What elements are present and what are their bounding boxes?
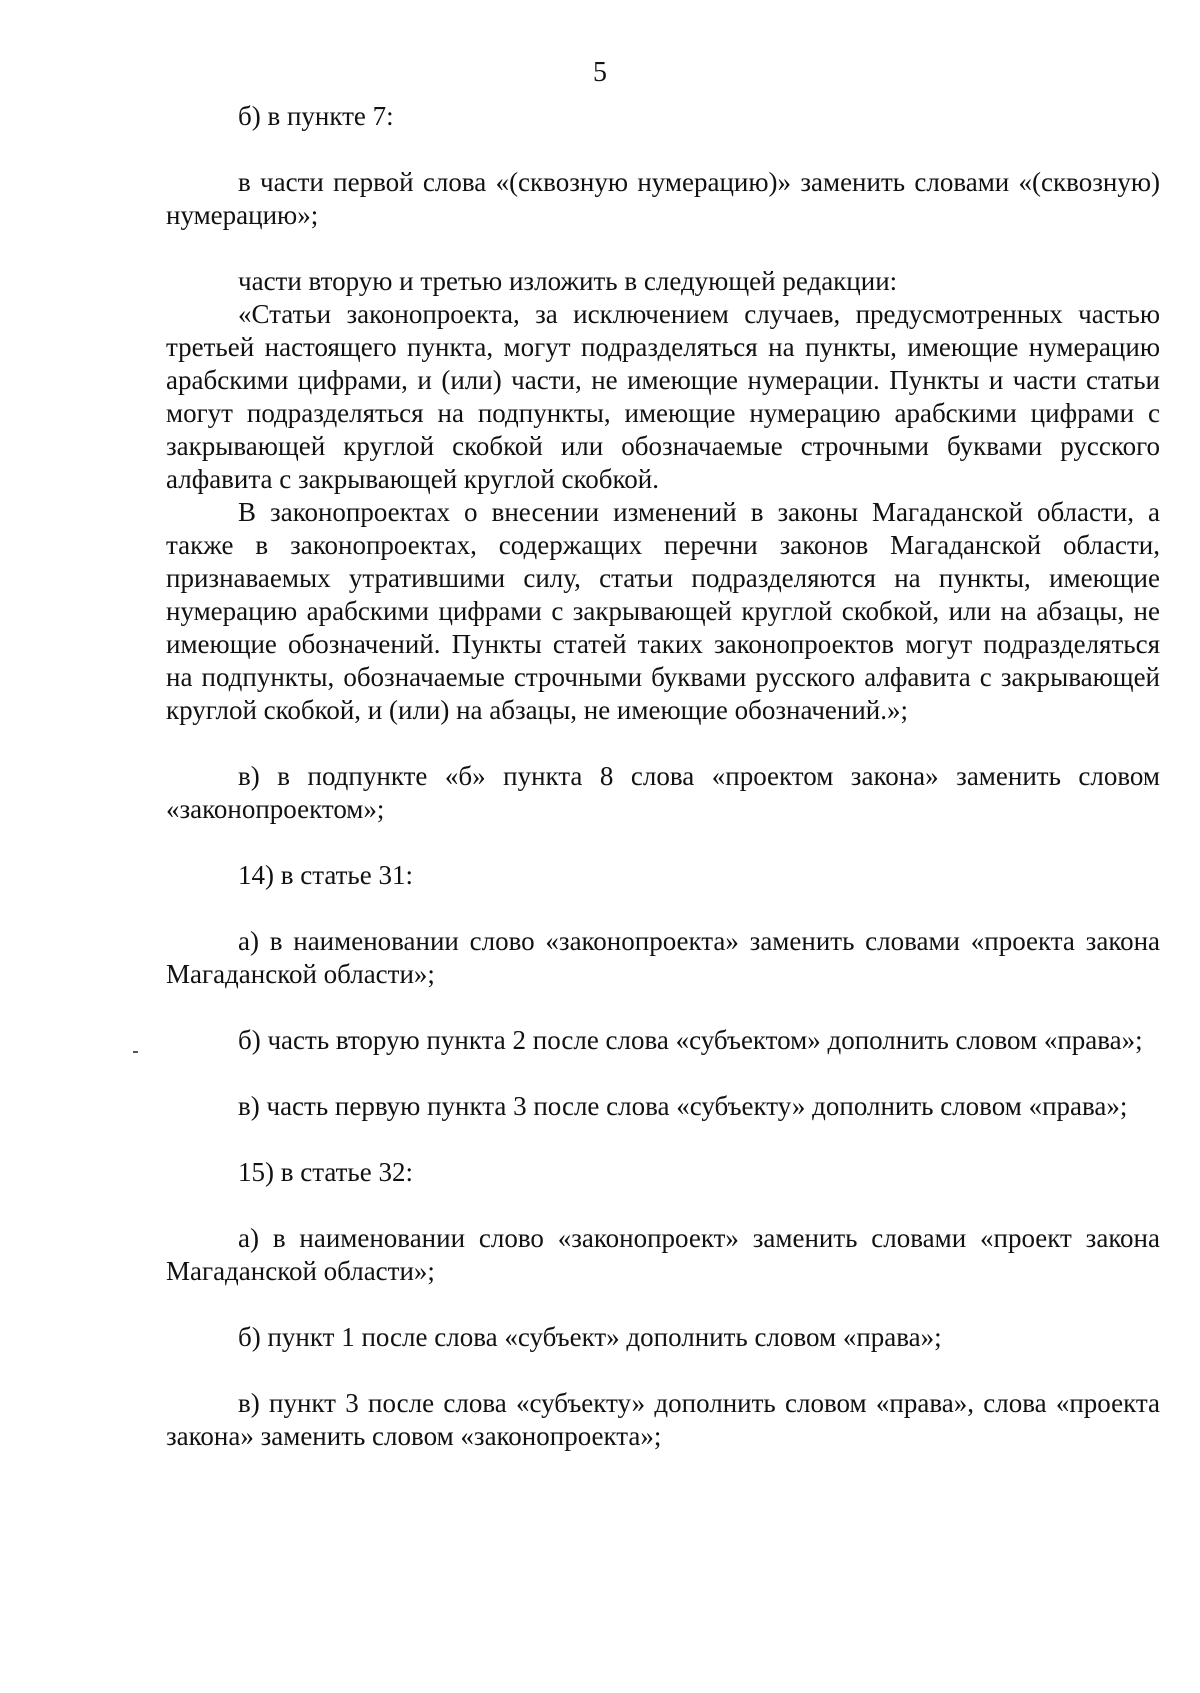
paragraph-parts-two-three: части вторую и третью изложить в следующей редакции:	[238, 266, 898, 296]
paragraph-part-one: в части первой слова «(сквозную нумерацию)» заменить словами «(сквозную) нумерацию»;	[166, 167, 1160, 230]
paragraph-32a: а) в наименовании слово «законопроект» заменить словами «проект закона Магаданской области»;	[166, 1223, 1160, 1286]
paragraph-quote-amendments: В законопроектах о внесении изменений в законы Магаданской области, а также в законопроектах, содержащих перечни законов Магаданской области, признаваемых утратившими силу, статьи подразделяются на пункты, имеющие нумерацию арабскими цифрами с закрывающей круглой скобкой, или на абзацы, не имеющие обозначений. Пункты статей таких законопроектов могут подразделяться на подпункты, обозначаемые строчными буквами русского алфавита с закрывающей круглой скобкой, и (или) на абзацы, не имеющие обозначений.»;	[166, 497, 1160, 725]
paragraph-article-31-heading: 14) в статье 31:	[238, 860, 413, 890]
paragraph-31c: в) часть первую пункта 3 после слова «субъекту» дополнить словом «права»;	[238, 1091, 1128, 1121]
paragraph-quote-articles: «Статьи законопроекта, за исключением случаев, предусмотренных частью третьей настоящего пункта, могут подразделяться на пункты, имеющие нумерацию арабскими цифрами, и (или) части, не имеющие нумерации. Пункты и части статьи могут подразделяться на подпункты, имеющие нумерацию арабскими цифрами с закрывающей круглой скобкой или обозначаемые строчными буквами русского алфавита с закрывающей круглой скобкой.	[166, 299, 1160, 494]
document-body	[166, 100, 1160, 1453]
page-number: 5	[593, 57, 607, 88]
margin-mark	[133, 1051, 138, 1053]
paragraph-31a: а) в наименовании слово «законопроекта» заменить словами «проекта закона Магаданской области»;	[166, 926, 1160, 989]
paragraph-7b-heading: б) в пункте 7:	[238, 101, 394, 131]
paragraph-32b: б) пункт 1 после слова «субъект» дополнить словом «права»;	[238, 1322, 942, 1352]
paragraph-article-32-heading: 15) в статье 32:	[238, 1157, 413, 1187]
paragraph-31b: б) часть вторую пункта 2 после слова «субъектом» дополнить словом «права»;	[238, 1025, 1143, 1055]
paragraph-item-8b: в) в подпункте «б» пункта 8 слова «проектом закона» заменить словом «законопроектом»;	[166, 761, 1160, 824]
paragraph-32c: в) пункт 3 после слова «субъекту» дополнить словом «права», слова «проекта закона» заменить словом «законопроекта»;	[166, 1388, 1160, 1451]
